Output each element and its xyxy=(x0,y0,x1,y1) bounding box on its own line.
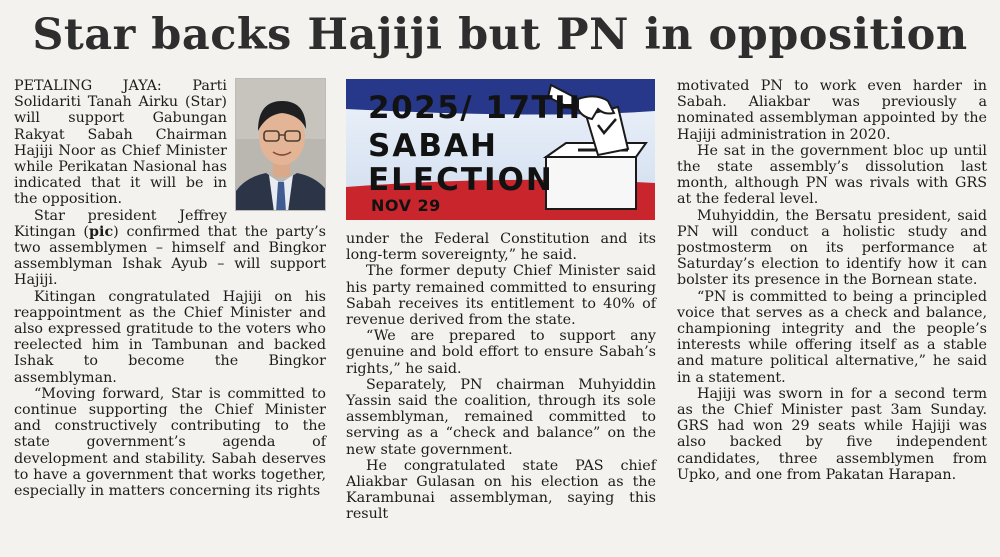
graphic-date: NOV 29 xyxy=(371,196,441,215)
text-run: ) confirmed that the party’s two assemblymen – himself and Bingkor assemblyman Ishak Ayub – will support Hajiji. xyxy=(14,223,326,289)
pic-reference: pic xyxy=(89,223,114,240)
graphic-year: 2025/ 17TH xyxy=(368,90,582,126)
paragraph: He congratulated state PAS chief Aliakbar Gulasan on his election as the Karambunai assemblyman, saying this result xyxy=(346,457,656,523)
article-column-1 xyxy=(14,78,326,499)
graphic-election: ELECTION xyxy=(368,162,554,198)
paragraph xyxy=(14,208,326,289)
portrait-icon xyxy=(236,79,326,211)
headline: Star backs Hajiji but PN in opposition xyxy=(32,10,968,60)
paragraph: Kitingan congratulated Hajiji on his reappointment as the Chief Minister and also expressed gratitude to the voters who reelected him in Tambunan and backed Ishak to become the Bingkor assemblyman. xyxy=(14,288,326,386)
dateline-lead: PETALING JAYA: Parti Solidariti Tanah Airku (Star) will support Gabungan Rakyat Sabah Chairman Hajiji Noor as Chief Minister while Perikatan Nasional has indicated that it will be in the opposition. xyxy=(14,78,227,208)
paragraph: “Moving forward, Star is committed to continue supporting the Chief Minister and constructively contributing to the state government’s agenda of development and stability. Sabah deserves to have a government that works together, especially in matters concerning its rights xyxy=(14,385,326,500)
paragraph: motivated PN to work even harder in Sabah. Aliakbar was previously a nominated assemblyman appointed by the Hajiji administration in 2020. xyxy=(677,78,987,143)
graphic-sabah: SABAH xyxy=(368,128,498,164)
article-column-2 xyxy=(346,231,656,523)
paragraph: Muhyiddin, the Bersatu president, said PN will conduct a holistic study and postmosterm on its performance at Saturday’s election to identify how it can bolster its presence in the Bornean state. xyxy=(677,207,987,289)
paragraph: The former deputy Chief Minister said his party remained committed to ensuring Sabah receives its entitlement to 40% of revenue derived from the state. xyxy=(346,263,656,329)
paragraph: Hajiji was sworn in for a second term as the Chief Minister past 3am Sunday. GRS had won 29 seats while Hajiji was also backed by five independent candidates, three assemblymen from Upko, and one from Pakatan Harapan. xyxy=(677,385,987,483)
paragraph: under the Federal Constitution and its long-term sovereignty,” he said. xyxy=(346,231,656,264)
paragraph: Separately, PN chairman Muhyiddin Yassin said the coalition, through its sole assemblyman, remained committed to serving as a “check and balance” on the new state government. xyxy=(346,376,656,458)
text-run: Star president Jeffrey Kitingan ( xyxy=(14,207,227,240)
paragraph: He sat in the government bloc up until the state assembly’s dissolution last month, although PN was rivals with GRS at the federal level. xyxy=(677,142,987,208)
paragraph: “We are prepared to support any genuine and bold effort to ensure Sabah’s rights,” he said. xyxy=(346,328,656,377)
article-column-3 xyxy=(677,78,987,483)
election-graphic xyxy=(346,79,655,220)
paragraph: “PN is committed to being a principled voice that serves as a check and balance, championing integrity and the people’s interests while offering itself as a stable and mature political alternative,” he said in a statement. xyxy=(677,288,987,386)
portrait-photo xyxy=(235,78,326,211)
